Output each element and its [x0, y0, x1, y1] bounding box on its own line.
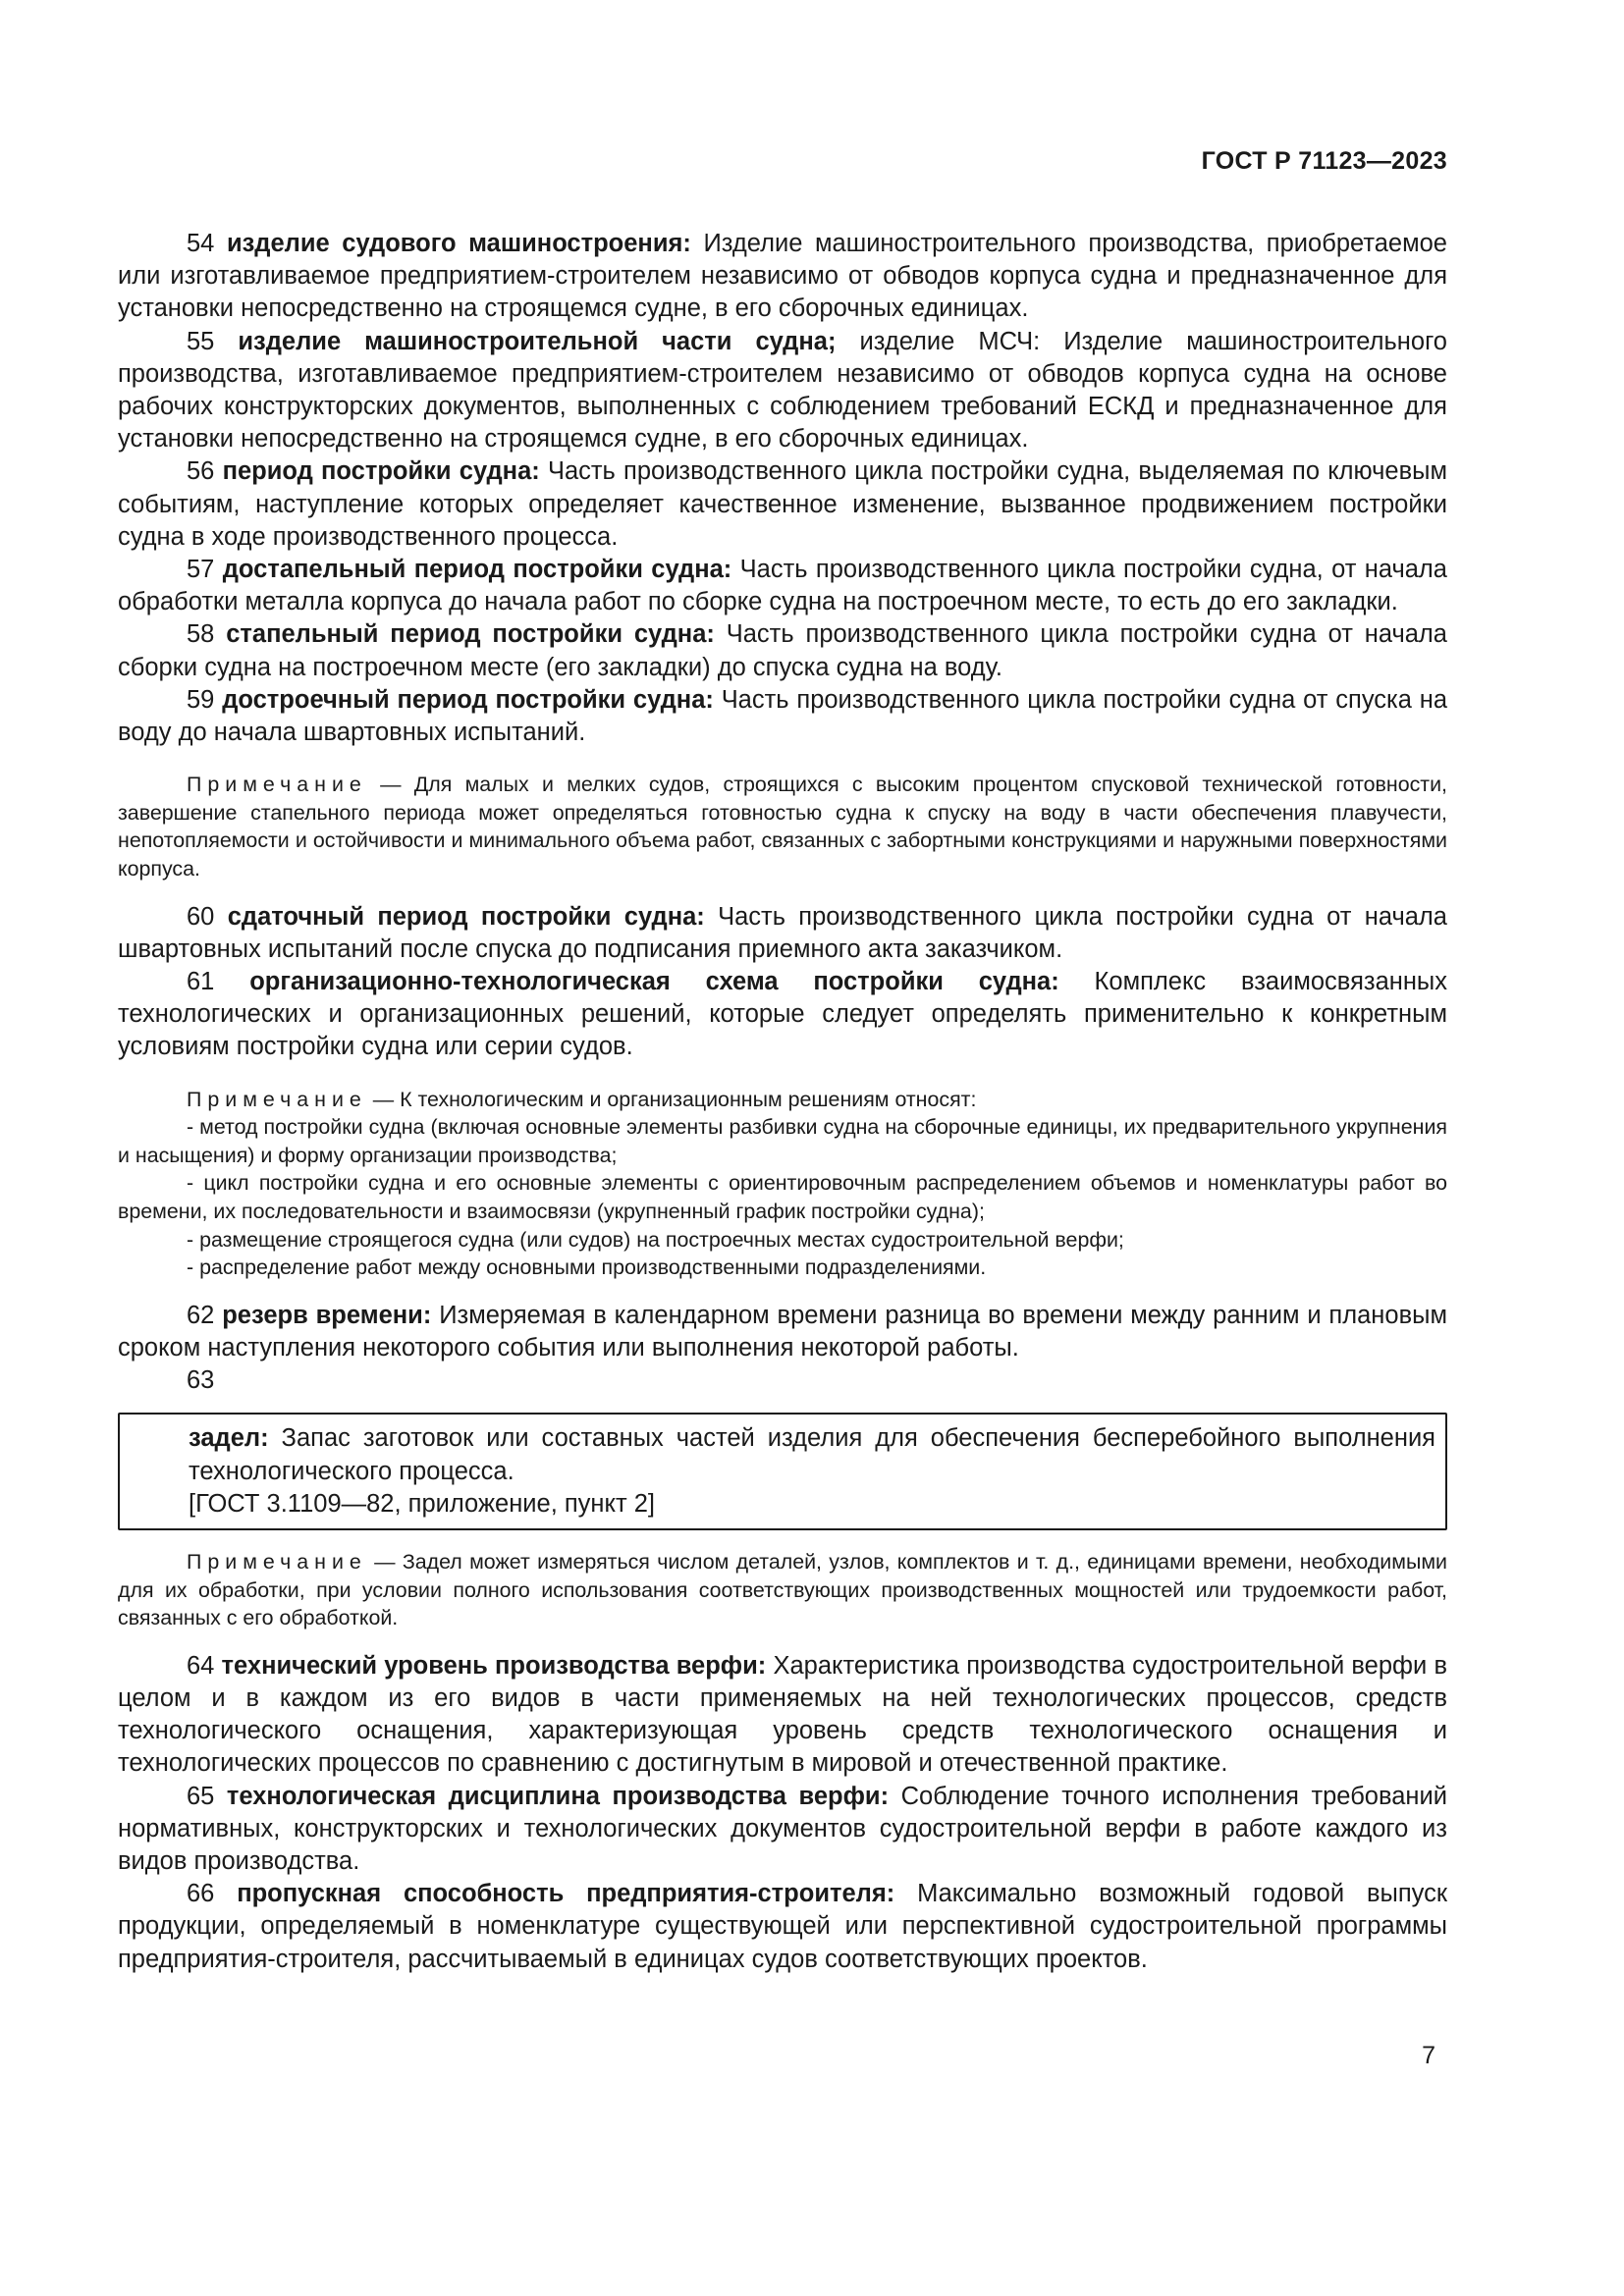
term-number: 65 — [187, 1782, 215, 1810]
note-text: Для малых и мелких судов, строящихся с высоким процентом спусковой технической готовности, завершение стапельного периода может определяться готовностью судна к спуску на воду в части обеспечения плавучести, непотопляемости и остойчивости и минимального объема работ, связанных с забортными конструкциями и наружными поверхностями корпуса. — [118, 773, 1447, 881]
term-64 — [118, 1650, 1447, 1781]
note-label: Примечание — [187, 773, 367, 797]
term-55 — [118, 326, 1447, 456]
page-content — [118, 228, 1447, 1976]
term-59 — [118, 684, 1447, 749]
document-header: ГОСТ Р 71123—2023 — [1201, 147, 1447, 175]
term-number: 56 — [187, 457, 215, 486]
term-title: резерв времени: — [222, 1301, 432, 1329]
term-title: пропускная способность предприятия-строителя: — [237, 1880, 895, 1908]
term-title: достапельный период постройки судна: — [222, 556, 732, 584]
term-title: технический уровень производства верфи: — [221, 1651, 767, 1680]
term-source: [ГОСТ 3.1109—82, приложение, пункт 2] — [189, 1489, 655, 1518]
term-number: 58 — [187, 620, 215, 649]
term-definition: Характеристика производства судостроительной верфи в целом и в каждом из его видов в части применяемых на ней технологических процессов, средств технологического оснащения, характеризующая уровень средств технологического оснащения и технологических процессов по сравнению с достигнутым в мировой и отечественной практике. — [118, 1651, 1447, 1778]
note-59 — [118, 771, 1447, 882]
note-61 — [118, 1086, 1447, 1282]
note-list-item: - метод постройки судна (включая основные элементы разбивки судна на сборочные единицы, их предварительного укрупнения и насыщения) и форму организации производства; — [118, 1115, 1447, 1167]
term-title: стапельный период постройки судна: — [226, 620, 715, 649]
page-number: 7 — [1422, 2042, 1435, 2069]
term-title: период постройки судна: — [222, 457, 540, 486]
term-63-number: 63 — [187, 1366, 215, 1395]
term-62 — [118, 1300, 1447, 1364]
term-definition: изделие МСЧ: Изделие машиностроительного производства, изготавливаемое предприятием-строителем независимо от обводов корпуса судна на основе рабочих конструкторских документов, выполненных с соблюдением требований ЕСКД и предназначенное для установки непосредственно на строящемся судне, в его сборочных единицах. — [118, 327, 1447, 454]
term-63-box — [118, 1413, 1447, 1530]
term-definition: Часть производственного цикла постройки судна от спуска на воду до начала швартовных испытаний. — [118, 685, 1448, 747]
term-definition: Изделие машиностроительного производства, приобретаемое или изготавливаемое предприятием-строителем независимо от обводов корпуса судна и предназначенное для установки непосредственно на строящемся судне, в его сборочных единицах. — [118, 230, 1447, 323]
term-definition: Часть производственного цикла постройки судна, выделяемая по ключевым событиям, наступление которых определяет качественное изменение, вызванное продвижением постройки судна в ходе производственного процесса. — [118, 457, 1447, 551]
term-definition: Часть производственного цикла постройки судна от начала сборки судна на построечном месте (его закладки) до спуска судна на воду. — [118, 620, 1447, 681]
term-definition: Запас заготовок или составных частей изделия для обеспечения бесперебойного выполнения технологического процесса. — [189, 1424, 1435, 1485]
term-title: изделие машиностроительной части судна; — [238, 327, 837, 355]
term-number: 59 — [187, 685, 215, 714]
note-dash: — — [366, 773, 414, 797]
term-title: достроечный период постройки судна: — [222, 685, 714, 714]
term-title: сдаточный период постройки судна: — [227, 902, 705, 931]
note-text: Задел может измеряться числом деталей, узлов, комплектов и т. д., единицами времени, необходимыми для их обработки, при условии полного использования соответствующих производственных мощностей или трудоемкости работ, связанных с его обработкой. — [118, 1550, 1447, 1630]
term-title: технологическая дисциплина производства верфи: — [226, 1782, 890, 1810]
note-text: К технологическим и организационным решениям относят: — [400, 1087, 977, 1111]
term-number: 62 — [187, 1301, 215, 1329]
term-number: 66 — [187, 1880, 215, 1908]
note-list-item: - цикл постройки судна и его основные элементы с ориентировочным распределением объемов и номенклатуры работ во времени, их последовательности и взаимосвязи (укрупненный график постройки судна); — [118, 1171, 1447, 1224]
note-list-item: - размещение строящегося судна (или судов) на построечных местах судостроительной верфи; — [187, 1227, 1124, 1252]
term-number: 64 — [187, 1651, 215, 1680]
term-number: 54 — [187, 230, 215, 257]
note-dash: — — [366, 1550, 403, 1575]
term-54 — [118, 228, 1447, 326]
term-definition: Комплекс взаимосвязанных технологических и организационных решений, которые следует определять применительно к конкретным условиям постройки судна или серии судов. — [118, 968, 1447, 1061]
note-label: Примечание — [187, 1550, 367, 1575]
note-dash: — — [366, 1087, 401, 1111]
term-title: организационно-технологическая схема постройки судна: — [249, 968, 1059, 996]
term-number: 60 — [187, 902, 215, 931]
note-63 — [118, 1548, 1447, 1632]
term-title: задел: — [189, 1424, 269, 1453]
term-definition: Соблюдение точного исполнения требований нормативных, конструкторских и технологических документов судостроительной верфи в работе каждого из видов производства. — [118, 1782, 1447, 1876]
term-65 — [118, 1781, 1447, 1879]
note-list-item: - распределение работ между основными производственными подразделениями. — [187, 1255, 987, 1280]
term-58 — [118, 618, 1447, 683]
term-number: 55 — [187, 327, 215, 355]
term-61 — [118, 966, 1447, 1064]
term-57 — [118, 554, 1447, 618]
term-66 — [118, 1878, 1447, 1976]
term-definition: Часть производственного цикла постройки судна, от начала обработки металла корпуса до начала работ по сборке судна на построечном месте, то есть до его закладки. — [118, 556, 1447, 616]
term-60 — [118, 901, 1447, 966]
term-title: изделие судового машиностроения: — [226, 230, 691, 257]
note-label: Примечание — [187, 1087, 367, 1111]
term-number: 57 — [187, 556, 215, 584]
term-definition: Часть производственного цикла постройки судна от начала швартовных испытаний после спуска до подписания приемного акта заказчиком. — [118, 902, 1447, 963]
term-number: 61 — [187, 968, 215, 996]
term-definition: Максимально возможный годовой выпуск продукции, определяемый в номенклатуре существующей или перспективной судостроительной программы предприятия-строителя, рассчитываемый в единицах судов соответствующих проектов. — [118, 1880, 1447, 1973]
term-definition: Измеряемая в календарном времени разница во времени между ранним и плановым сроком наступления некоторого события или выполнения некоторой работы. — [118, 1301, 1447, 1362]
term-56 — [118, 455, 1447, 554]
